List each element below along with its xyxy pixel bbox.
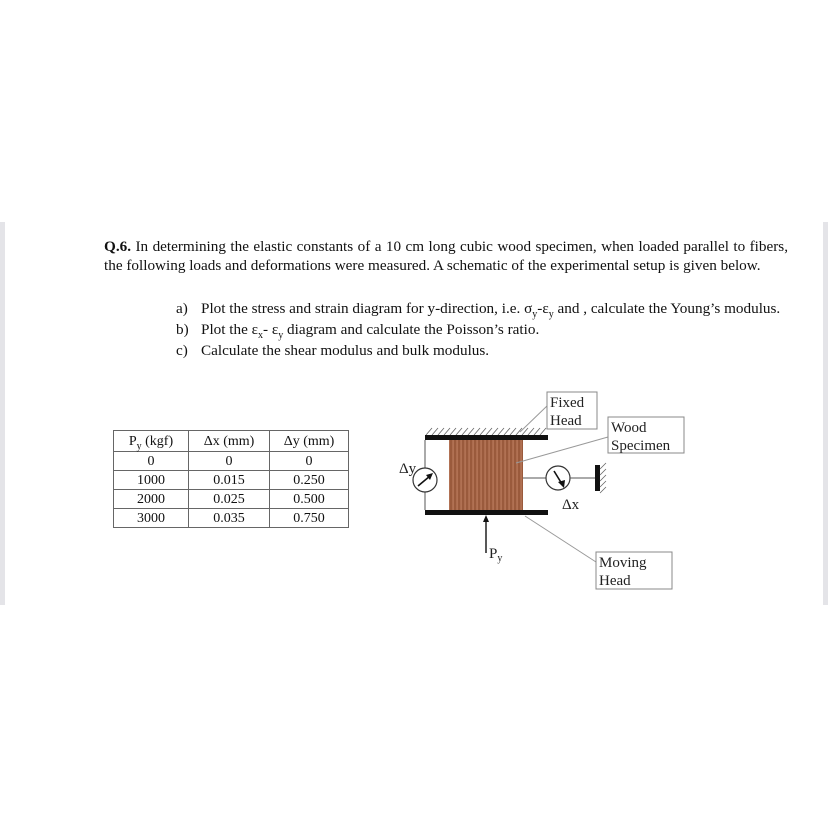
- cell-dx: 0.035: [189, 509, 270, 528]
- cell-dy: 0: [270, 452, 349, 471]
- part-a: [176, 300, 788, 321]
- table-row: [114, 490, 349, 509]
- dx-label: Δx: [562, 497, 580, 513]
- part-text: -ε: [537, 300, 549, 317]
- dy-label: Δy: [399, 461, 417, 477]
- cell-dx: 0.015: [189, 471, 270, 490]
- experimental-setup-schematic: [390, 385, 690, 595]
- dy-dial-gauge-icon: [413, 468, 437, 492]
- cell-dy: 0.750: [270, 509, 349, 528]
- cell-dy: 0.500: [270, 490, 349, 509]
- svg-text:Moving: Moving: [599, 555, 647, 571]
- table-row: [114, 452, 349, 471]
- part-text: Plot the ε: [201, 321, 259, 338]
- part-marker: b): [176, 321, 189, 338]
- cell-load: 0: [114, 452, 189, 471]
- svg-text:Fixed: Fixed: [550, 395, 585, 411]
- cell-load: 3000: [114, 509, 189, 528]
- measurement-table: [113, 430, 349, 528]
- cell-dx: 0.025: [189, 490, 270, 509]
- question-text: In determining the elastic constants of a 10 cm long cubic wood specimen, when loaded parallel to fibers, the following loads and deformations were measured. A schematic of the experimental setup is given below.: [104, 238, 789, 274]
- page-edge-right: [823, 222, 828, 605]
- cell-dx: 0: [189, 452, 270, 471]
- subscript: y: [136, 440, 142, 452]
- svg-text:Specimen: Specimen: [611, 438, 671, 454]
- moving-head-plate: [425, 510, 548, 515]
- subscript: y: [548, 309, 554, 321]
- header-text: (kgf): [141, 433, 174, 449]
- cell-load: 2000: [114, 490, 189, 509]
- py-label: $P_y$: [489, 546, 503, 564]
- moving-head-callout: [596, 552, 672, 589]
- dx-support-hatching: [600, 463, 606, 493]
- wood-specimen: [449, 440, 523, 510]
- part-text: diagram and calculate the Poisson’s ratio.: [283, 321, 540, 338]
- part-text: - ε: [263, 321, 279, 338]
- header-load: [114, 431, 189, 452]
- part-marker: a): [176, 300, 188, 317]
- dx-dial-gauge-icon: [546, 466, 570, 490]
- table-row: [114, 509, 349, 528]
- svg-text:Head: Head: [599, 573, 631, 589]
- page-edge-left: [0, 222, 5, 605]
- question-number: Q.6.: [104, 238, 132, 255]
- header-text: P: [128, 433, 137, 449]
- subscript: x: [258, 330, 264, 342]
- table-header-row: [114, 431, 349, 452]
- subscript: y: [532, 309, 538, 321]
- svg-text:Wood: Wood: [611, 420, 647, 436]
- part-b: [176, 321, 788, 342]
- wood-specimen-callout: [608, 417, 684, 454]
- header-dy: Δy (mm): [270, 431, 349, 452]
- part-c: [176, 342, 788, 360]
- dx-fixed-support: [595, 465, 600, 491]
- question-intro: [104, 238, 788, 275]
- part-marker: c): [176, 342, 188, 359]
- table-row: [114, 471, 349, 490]
- question-parts: [176, 300, 788, 363]
- part-text: Plot the stress and strain diagram for y-direction, i.e. σ: [201, 300, 533, 317]
- subscript: y: [278, 330, 284, 342]
- header-dx: Δx (mm): [189, 431, 270, 452]
- fixed-head-plate: [425, 435, 548, 440]
- fixed-support-hatching: [426, 428, 546, 435]
- part-text: and , calculate the Young’s modulus.: [553, 300, 781, 317]
- part-text: Calculate the shear modulus and bulk modulus.: [201, 342, 490, 359]
- cell-load: 1000: [114, 471, 189, 490]
- fixed-head-callout: [547, 392, 597, 429]
- cell-dy: 0.250: [270, 471, 349, 490]
- svg-text:Head: Head: [550, 413, 582, 429]
